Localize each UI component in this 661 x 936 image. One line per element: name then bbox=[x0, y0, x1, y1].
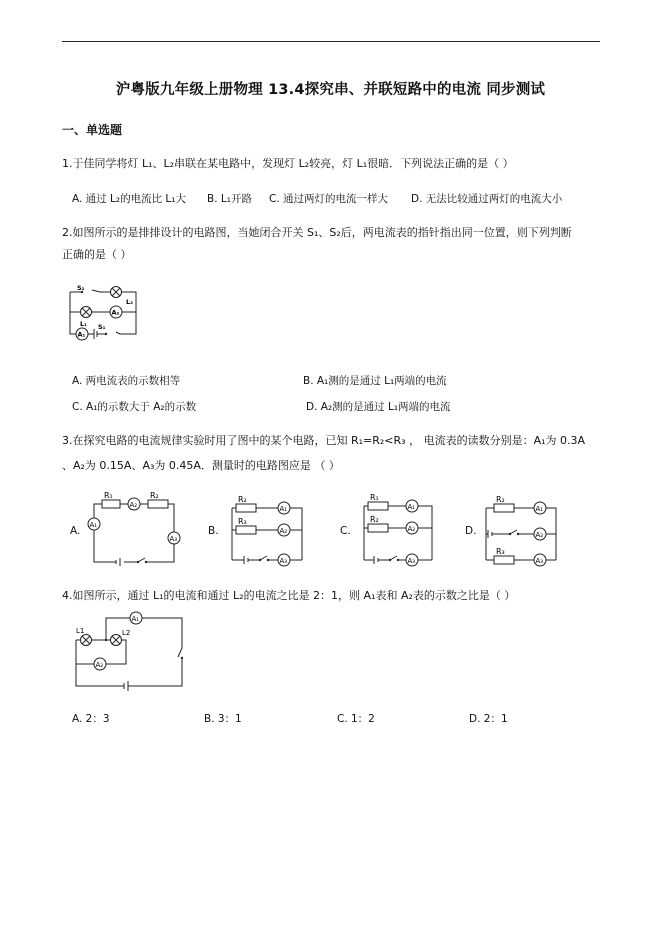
q3a-label-a2: A₂ bbox=[129, 501, 138, 509]
header-rule bbox=[62, 41, 600, 42]
q3b-label-r3: R₃ bbox=[238, 517, 247, 526]
question-1-stem: 1.于佳同学将灯 L₁、L₂串联在某电路中，发现灯 L₂较亮，灯 L₁很暗．下列说法正确的是（ ） bbox=[62, 157, 514, 170]
q2-label-l1: L₁ bbox=[80, 320, 87, 328]
q1-option-a[interactable]: A. 通过 L₂的电流比 L₁大 bbox=[72, 193, 186, 205]
q2-circuit-diagram bbox=[64, 282, 144, 350]
q3b-label-a2: A₂ bbox=[279, 527, 288, 535]
q4-option-d[interactable]: D. 2：1 bbox=[469, 713, 508, 725]
question-2-stem-line-1: 2.如图所示的是排排设计的电路图，当她闭合开关 S₁、S₂后，两电流表的指针指出同一位置，则下列判断 bbox=[62, 226, 572, 239]
page-title: 沪粤版九年级上册物理 13.4探究串、并联短路中的电流 同步测试 bbox=[115, 82, 546, 98]
q3-caption-b[interactable]: B. bbox=[208, 525, 219, 537]
q4-label-a2: A₂ bbox=[95, 661, 104, 669]
q3-circuit-d bbox=[478, 492, 568, 572]
q3c-label-a3: A₃ bbox=[407, 557, 416, 565]
q3a-label-r1: R₁ bbox=[104, 491, 113, 500]
q3a-label-r2: R₂ bbox=[150, 491, 159, 500]
q3c-label-a2: A₂ bbox=[407, 525, 416, 533]
q4-label-l1: L1 bbox=[76, 627, 85, 635]
q4-label-l2: L2 bbox=[122, 629, 131, 637]
q4-option-a[interactable]: A. 2：3 bbox=[72, 713, 110, 725]
q3c-label-r2: R₂ bbox=[370, 515, 379, 524]
q1-option-c[interactable]: C. 通过两灯的电流一样大 bbox=[269, 193, 389, 205]
q3-circuit-c bbox=[354, 492, 444, 572]
q4-option-b[interactable]: B. 3：1 bbox=[204, 713, 242, 725]
q3d-label-a3: A₃ bbox=[535, 557, 544, 565]
q3a-label-a3: A₃ bbox=[169, 535, 178, 543]
q3d-label-a1: A₁ bbox=[535, 505, 544, 513]
q3-circuit-b bbox=[222, 492, 312, 572]
q4-circuit-diagram bbox=[66, 608, 191, 696]
q2-label-a2: A₂ bbox=[111, 308, 120, 317]
q3b-label-a3: A₃ bbox=[279, 557, 288, 565]
q3d-label-r2: R₂ bbox=[496, 495, 505, 504]
q2-option-b[interactable]: B. A₁测的是通过 L₁两端的电流 bbox=[303, 375, 447, 387]
q3-circuit-a bbox=[84, 492, 184, 572]
q3-caption-d[interactable]: D. bbox=[465, 525, 477, 537]
q1-option-d[interactable]: D. 无法比较通过两灯的电流大小 bbox=[411, 193, 563, 205]
q3-caption-c[interactable]: C. bbox=[340, 525, 351, 537]
q3b-label-r2: R₂ bbox=[238, 495, 247, 504]
q4-option-c[interactable]: C. 1：2 bbox=[337, 713, 375, 725]
q1-option-b[interactable]: B. L₁开路 bbox=[207, 193, 252, 205]
question-3-stem-line-1: 3.在探究电路的电流规律实验时用了图中的某个电路，已知 R₁=R₂<R₃ ， 电流表的读数分别是：A₁为 0.3A bbox=[62, 434, 586, 447]
q3b-label-a1: A₁ bbox=[279, 505, 288, 513]
q2-label-a1: A₁ bbox=[77, 330, 86, 339]
q3d-label-a2: A₂ bbox=[535, 531, 544, 539]
q2-option-a[interactable]: A. 两电流表的示数相等 bbox=[72, 375, 181, 387]
q3c-label-r1: R₁ bbox=[370, 493, 379, 502]
question-2-stem-line-2: 正确的是（ ） bbox=[62, 248, 132, 261]
q3c-label-a1: A₁ bbox=[407, 503, 416, 511]
q3d-label-r3: R₃ bbox=[496, 547, 505, 556]
question-4-stem: 4.如图所示，通过 L₁的电流和通过 L₂的电流之比是 2：1，则 A₁表和 A₂表的示数之比是（ ） bbox=[62, 589, 516, 602]
q2-label-s1: S₁ bbox=[98, 323, 106, 331]
question-3-stem-line-2: 、A₂为 0.15A、A₃为 0.45A．测量时的电路图应是 （ ） bbox=[62, 459, 340, 472]
q2-label-l2: L₂ bbox=[126, 298, 133, 306]
q3a-label-a1: A₁ bbox=[89, 521, 98, 529]
q2-option-c[interactable]: C. A₁的示数大于 A₂的示数 bbox=[72, 401, 197, 413]
q3-caption-a[interactable]: A. bbox=[70, 525, 81, 537]
q4-label-a1: A₁ bbox=[131, 615, 140, 623]
q2-option-d[interactable]: D. A₂测的是通过 L₁两端的电流 bbox=[306, 401, 451, 413]
section-heading: 一、单选题 bbox=[62, 123, 123, 137]
q2-label-s2: S₂ bbox=[77, 284, 85, 292]
